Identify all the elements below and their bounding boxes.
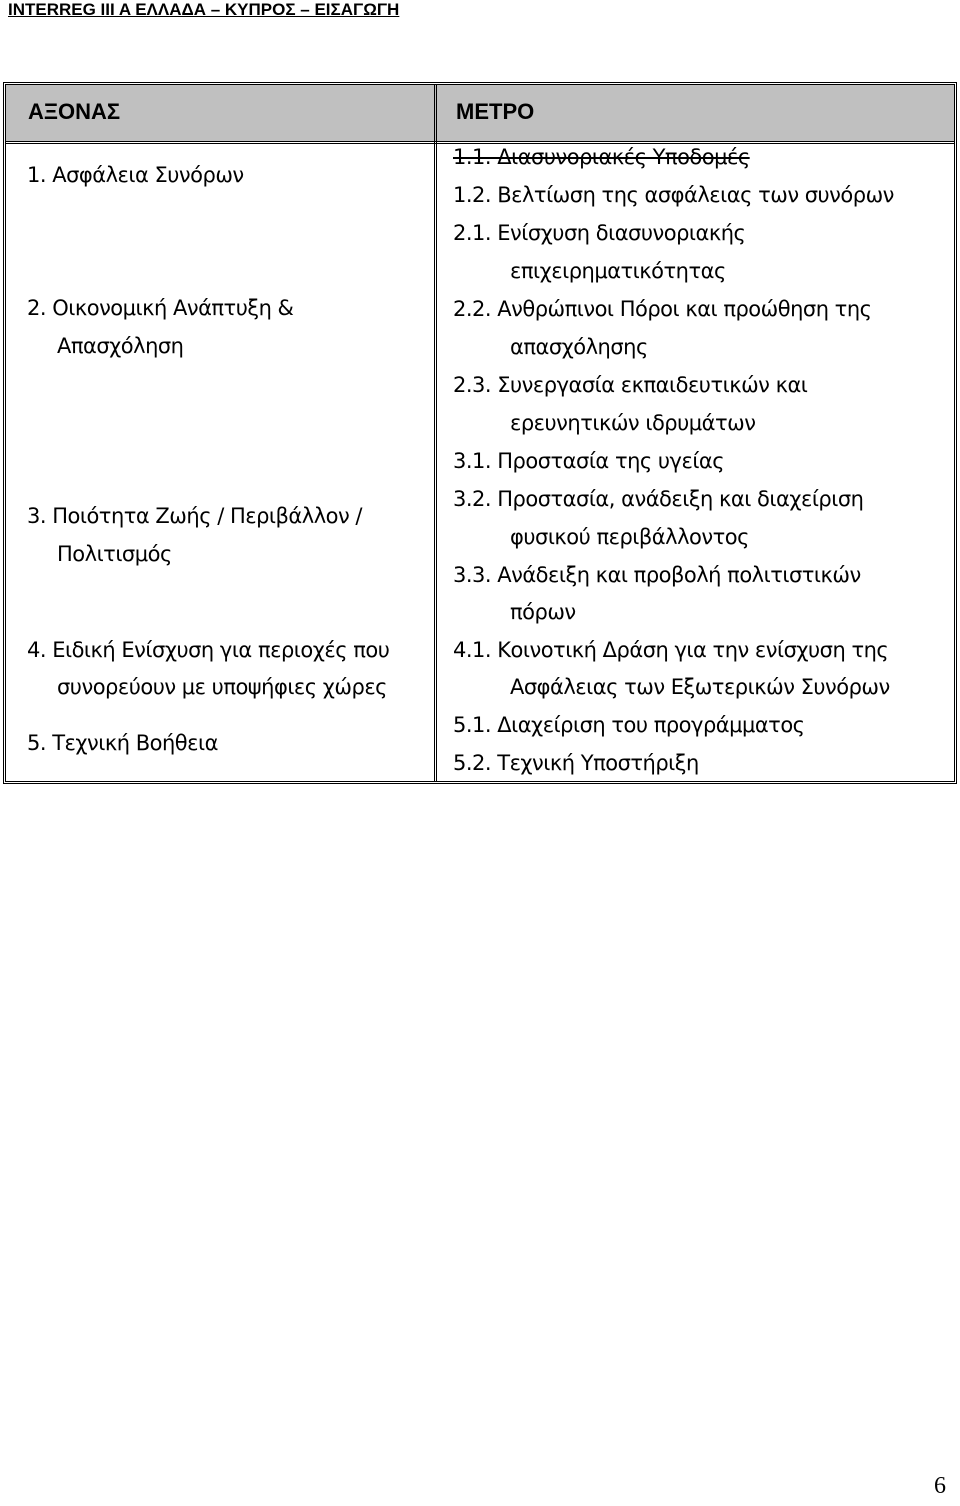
measure-2-3-line-2: ερευνητικών ιδρυμάτων	[510, 411, 756, 435]
measure-2-2-line-2: απασχόλησης	[510, 335, 648, 359]
measure-2-2-line-1: 2.2. Ανθρώπινοι Πόροι και προώθηση της	[453, 297, 872, 321]
axis-3-line-2: Πολιτισμός	[57, 542, 172, 566]
axis-1: 1. Ασφάλεια Συνόρων	[27, 163, 244, 187]
column-divider	[434, 85, 437, 781]
measure-2-1-line-2: επιχειρηματικότητας	[510, 259, 726, 283]
measure-4-1-line-2: Ασφάλειας των Εξωτερικών Συνόρων	[510, 675, 890, 699]
document-header: INTERREG III A ΕΛΛΑΔΑ – ΚΥΠΡΟΣ – ΕΙΣΑΓΩΓΗ	[8, 0, 400, 19]
measure-3-3-line-2: πόρων	[510, 600, 576, 624]
axis-2-line-1: 2. Οικονομική Ανάπτυξη &	[27, 296, 294, 320]
measure-2-1-line-1: 2.1. Ενίσχυση διασυνοριακής	[453, 221, 746, 245]
axis-4-line-2: συνορεύουν με υποψήφιες χώρες	[57, 675, 388, 699]
measure-4-1-line-1: 4.1. Κοινοτική Δράση για την ενίσχυση της	[453, 638, 889, 662]
measure-5-2: 5.2. Τεχνική Υποστήριξη	[453, 751, 699, 775]
axis-5: 5. Τεχνική Βοήθεια	[27, 731, 218, 755]
measure-3-3-line-1: 3.3. Ανάδειξη και προβολή πολιτιστικών	[453, 563, 861, 587]
measure-2-3-line-1: 2.3. Συνεργασία εκπαιδευτικών και	[453, 373, 808, 397]
measure-3-1: 3.1. Προστασία της υγείας	[453, 449, 725, 473]
axis-2-line-2: Απασχόληση	[57, 334, 184, 358]
measure-3-2-line-1: 3.2. Προστασία, ανάδειξη και διαχείριση	[453, 487, 864, 511]
column-header-axis: ΑΞΟΝΑΣ	[28, 99, 121, 124]
measure-1-2: 1.2. Βελτίωση της ασφάλειας των συνόρων	[453, 183, 894, 207]
measure-5-1: 5.1. Διαχείριση του προγράμματος	[453, 713, 805, 737]
measure-3-2-line-2: φυσικού περιβάλλοντος	[510, 525, 749, 549]
column-header-measure: ΜΕΤΡΟ	[456, 99, 535, 124]
axis-3-line-1: 3. Ποιότητα Ζωής / Περιβάλλον /	[27, 504, 362, 528]
measure-1-1: 1.1. Διασυνοριακές Υποδομές	[453, 145, 750, 169]
page-number: 6	[934, 1473, 946, 1499]
axis-4-line-1: 4. Ειδική Ενίσχυση για περιοχές που	[27, 638, 390, 662]
